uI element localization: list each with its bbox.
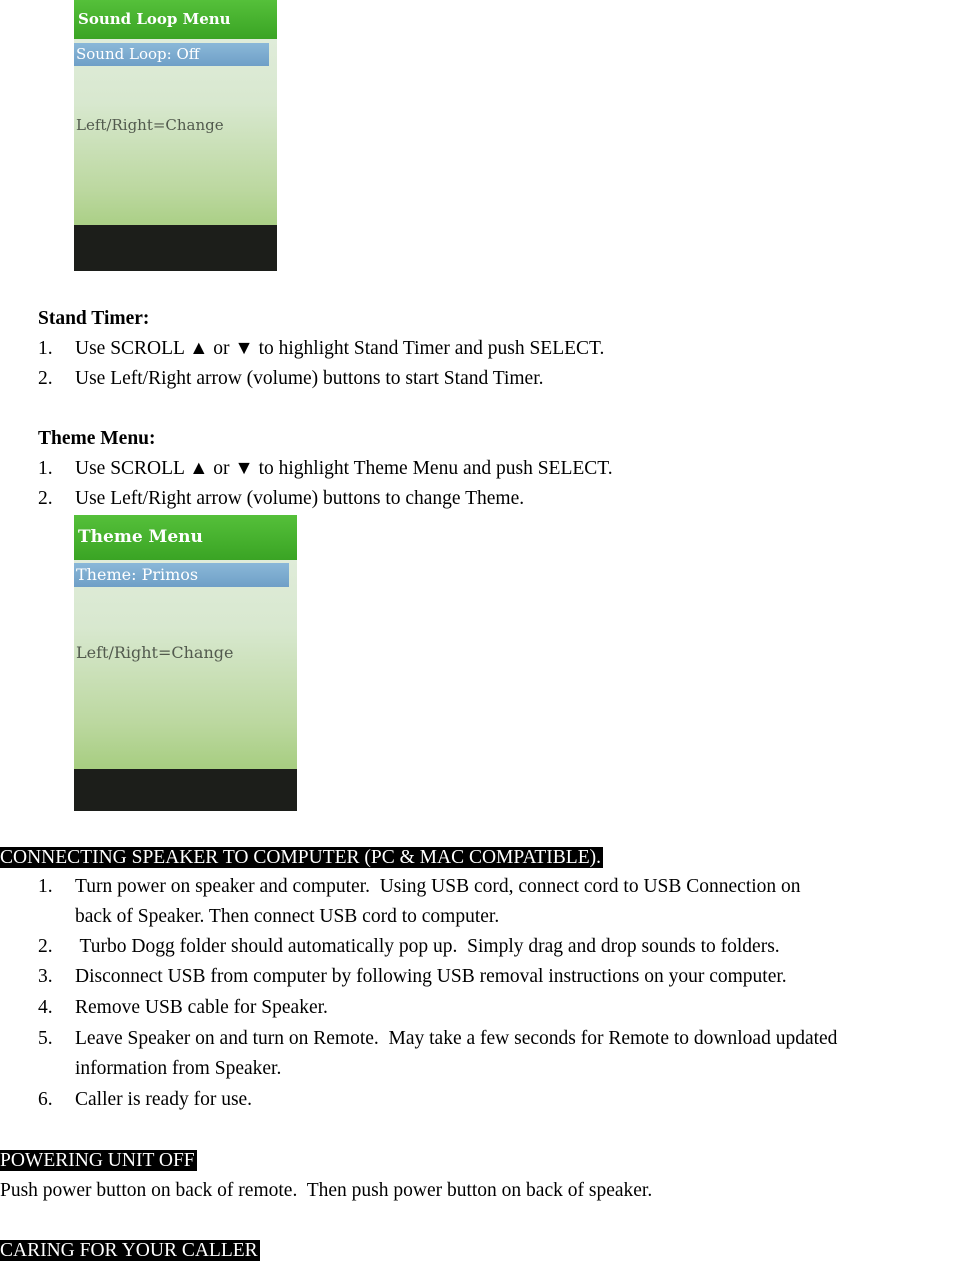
connecting-step-6: Caller is ready for use. [75,1089,253,1110]
theme-menu-hint: Left/Right=Change [76,643,234,662]
powering-off-text: Push power button on back of remote. Then push power button on back of speaker. [0,1180,653,1201]
connecting-step-1-line-2: back of Speaker. Then connect USB cord to computer. [75,906,500,927]
theme-menu-screen-title: Theme Menu [74,515,297,560]
stand-timer-step-2-number: 2. [38,368,53,389]
connecting-step-3: Disconnect USB from computer by following USB removal instructions on your computer. [75,966,787,987]
theme-menu-step-1-number: 1. [38,458,53,479]
stand-timer-step-1: Use SCROLL ▲ or ▼ to highlight Stand Timer and push SELECT. [75,338,605,359]
theme-menu-step-2-number: 2. [38,488,53,509]
connecting-step-2: Turbo Dogg folder should automatically pop up. Simply drag and drop sounds to folders. [75,936,780,957]
connecting-step-2-number: 2. [38,936,53,957]
caring-heading: CARING FOR YOUR CALLER [0,1240,258,1261]
connecting-heading: CONNECTING SPEAKER TO COMPUTER (PC & MAC COMPATIBLE). [0,847,601,868]
theme-highlight-row: Theme: Primos [74,563,289,587]
stand-timer-step-1-number: 1. [38,338,53,359]
connecting-step-4-number: 4. [38,997,53,1018]
connecting-step-5-number: 5. [38,1028,53,1049]
connecting-step-4: Remove USB cable for Speaker. [75,997,328,1018]
theme-menu-bottom-bar [74,769,297,811]
connecting-step-6-number: 6. [38,1089,53,1110]
connecting-step-5-line-1: Leave Speaker on and turn on Remote. May take a few seconds for Remote to download updated [75,1028,838,1049]
sound-loop-hint: Left/Right=Change [76,116,224,134]
sound-loop-menu-title: Sound Loop Menu [74,0,277,39]
connecting-step-1-line-1: Turn power on speaker and computer. Using USB cord, connect cord to USB Connection on [75,876,801,897]
stand-timer-heading: Stand Timer: [38,308,150,329]
powering-off-heading: POWERING UNIT OFF [0,1150,195,1171]
theme-menu-screen-image [74,515,297,811]
sound-loop-menu-screen-image [74,0,277,271]
theme-menu-step-1: Use SCROLL ▲ or ▼ to highlight Theme Menu and push SELECT. [75,458,613,479]
sound-loop-bottom-bar [74,225,277,271]
theme-menu-heading: Theme Menu: [38,428,156,449]
theme-menu-step-2: Use Left/Right arrow (volume) buttons to change Theme. [75,488,525,509]
connecting-step-1-number: 1. [38,876,53,897]
stand-timer-step-2: Use Left/Right arrow (volume) buttons to start Stand Timer. [75,368,544,389]
sound-loop-highlight-row: Sound Loop: Off [74,43,269,66]
connecting-step-5-line-2: information from Speaker. [75,1058,282,1079]
connecting-step-3-number: 3. [38,966,53,987]
